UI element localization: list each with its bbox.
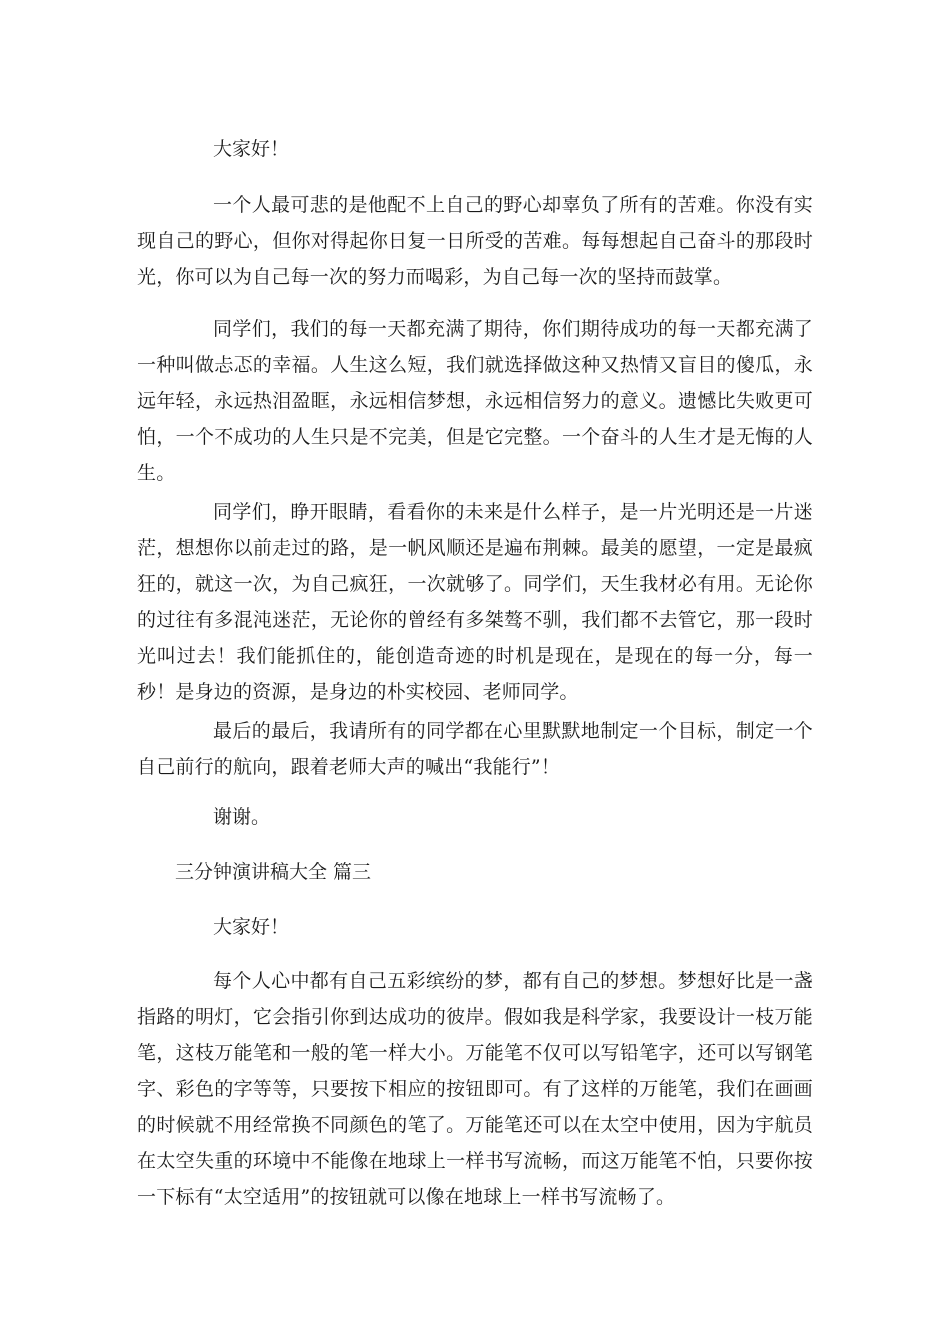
thanks-line: 谢谢。 bbox=[213, 806, 271, 828]
paragraph-block-4 bbox=[137, 713, 813, 785]
paragraph-3: 同学们，睁开眼睛，看看你的未来是什么样子，是一片光明还是一片迷茫，想想你以前走过的路，是一帆风顺还是遍布荆棘。最美的愿望，一定是最疯狂的，就这一次，为自己疯狂，一次就够了。同学们，天生我材必有用。无论你的过往有多混沌迷茫，无论你的曾经有多桀骜不驯，我们都不去管它，那一段时光叫过去！我们能抓住的，能创造奇迹的时机是现在，是现在的每一分，每一秒！是身边的资源，是身边的朴实校园、老师同学。 bbox=[137, 501, 813, 703]
paragraph-5: 每个人心中都有自己五彩缤纷的梦，都有自己的梦想。梦想好比是一盏指路的明灯，它会指引你到达成功的彼岸。假如我是科学家，我要设计一枝万能笔，这枝万能笔和一般的笔一样大小。万能笔不仅可以写铅笔字，还可以写钢笔字、彩色的字等等，只要按下相应的按钮即可。有了这样的万能笔，我们在画画的时候就不用经常换不同颜色的笔了。万能笔还可以在太空中使用，因为宇航员在太空失重的环境中不能像在地球上一样书写流畅，而这万能笔不怕，只要你按一下标有“太空适用”的按钮就可以像在地球上一样书写流畅了。 bbox=[137, 970, 813, 1208]
greeting-2: 大家好！ bbox=[213, 916, 290, 938]
greeting-1: 大家好！ bbox=[213, 138, 290, 160]
paragraph-block-5 bbox=[137, 963, 813, 1215]
paragraph-2: 同学们，我们的每一天都充满了期待，你们期待成功的每一天都充满了一种叫做忐忑的幸福。人生这么短，我们就选择做这种又热情又盲目的傻瓜，永远年轻，永远热泪盈眶，永远相信梦想，永远相信努力的意义。遗憾比失败更可怕，一个不成功的人生只是不完美，但是它完整。一个奋斗的人生才是无悔的人生。 bbox=[137, 318, 813, 484]
paragraph-1: 一个人最可悲的是他配不上自己的野心却辜负了所有的苦难。你没有实现自己的野心，但你对得起你日复一日所受的苦难。每每想起自己奋斗的那段时光，你可以为自己每一次的努力而喝彩，为自己每一次的坚持而鼓掌。 bbox=[137, 194, 813, 288]
paragraph-block-3 bbox=[137, 494, 813, 710]
paragraph-block-2 bbox=[137, 311, 813, 491]
paragraph-4: 最后的最后，我请所有的同学都在心里默默地制定一个目标，制定一个自己前行的航向，跟着老师大声的喊出“我能行”！ bbox=[137, 720, 813, 778]
paragraph-block-1 bbox=[137, 187, 813, 295]
section-heading: 三分钟演讲稿大全 篇三 bbox=[175, 861, 372, 883]
